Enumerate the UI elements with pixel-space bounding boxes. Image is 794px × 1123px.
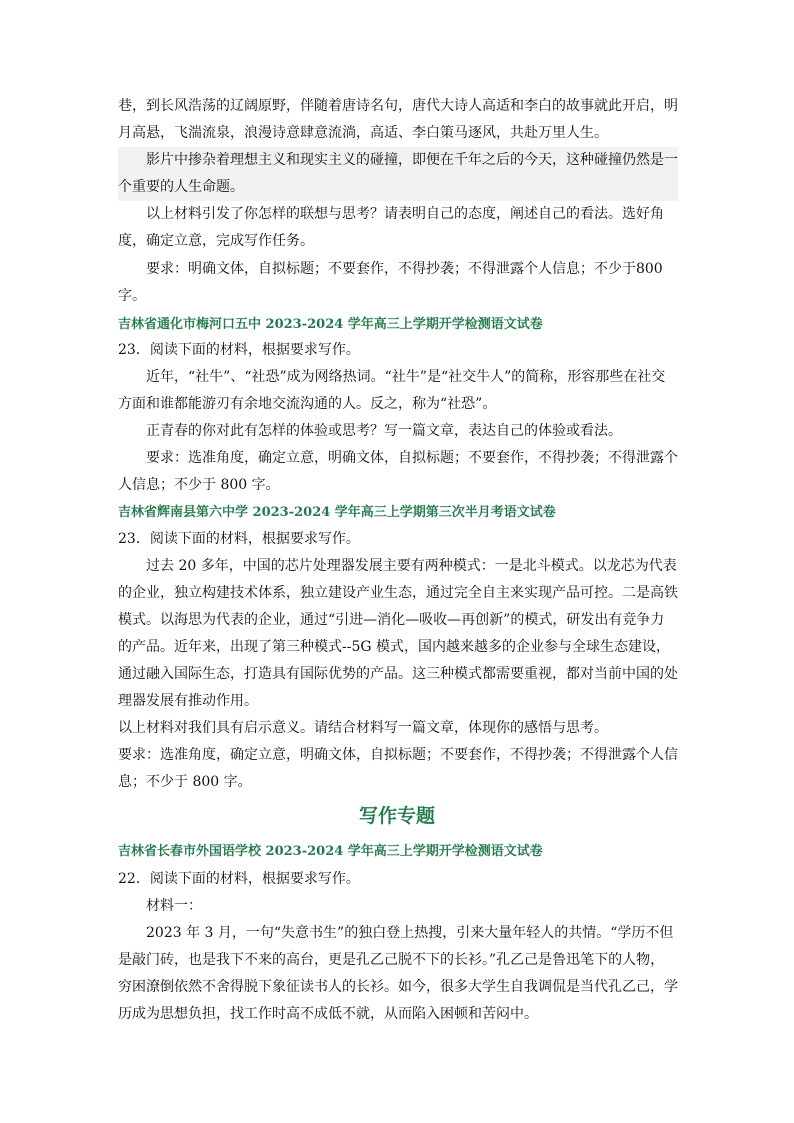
paragraph-prompt: 正青春的你对此有怎样的体验或思考？写一篇文章，表达自己的体验或看法。 <box>118 423 622 439</box>
paragraph-film-theme: 影片中掺杂着理想主义和现实主义的碰撞，即便在千年之后的今天，这种碰撞仍然是一个重要的人生命题。 <box>118 147 678 201</box>
question-number-3: 22．阅读下面的材料，根据要求写作。 <box>118 871 360 887</box>
paragraph-prompt: 以上材料对我们具有启示意义。请结合材料写一篇文章，体现你的感悟与思考。 <box>118 720 608 736</box>
source-heading-1: 吉林省通化市梅河口五中 2023-2024 学年高三上学期开学检测语文试卷 <box>118 317 543 332</box>
question-number-2: 23．阅读下面的材料，根据要求写作。 <box>118 531 360 547</box>
source-heading-3: 吉林省长春市外国语学校 2023-2024 学年高三上学期开学检测语文试卷 <box>118 844 543 859</box>
paragraph-requirements: 要求：明确文体，自拟标题；不要套作，不得抄袭；不得泄露个人信息；不少于800字。 <box>118 261 663 304</box>
paragraph-requirements: 要求：选准角度，确定立意，明确文体，自拟标题；不要套作，不得抄袭；不得泄露个人信息；不少于 800 字。 <box>118 747 678 790</box>
material-paragraph: 2023 年 3 月，一句“失意书生”的独白登上热搜，引来大量年轻人的共情。“学历不但是敲门砖，也是我下不来的高台，更是孔乙己脱不下的长衫。”孔乙己是鲁迅笔下的人物，穷困潦倒依然不舍得脱下象征读书人的长衫。如今，很多大学生自我调侃是当代孔乙己，学历成为思想负担，找工作时高不成低不就，从而陷入困顿和苦闷中。 <box>118 925 678 1022</box>
paragraph-task: 以上材料引发了你怎样的联想与思考？请表明自己的态度，阐述自己的看法。选好角度，确定立意，完成写作任务。 <box>118 206 664 249</box>
paragraph-requirements: 要求：选准角度，确定立意，明确文体，自拟标题；不要套作，不得抄袭；不得泄露个人信息；不少于 800 字。 <box>118 450 678 493</box>
material-paragraph: 近年，“社牛”、“社恐”成为网络热词。“社牛”是“社交牛人”的简称，形容那些在社交方面和谁都能游刃有余地交流沟通的人。反之，称为“社恐”。 <box>118 369 666 412</box>
material-paragraph: 过去 20 多年，中国的芯片处理器发展主要有两种模式：一是北斗模式。以龙芯为代表的企业，独立构建技术体系，独立建设产业生态，通过完全自主来实现产品可控。二是高铁模式。以海思为代表的企业，通过“引进—消化—吸收—再创新”的模式，研发出有竞争力的产品。近年来，出现了第三种模式--5G 模式，国内越来越多的企业参与全球生态建设，通过融入国际生态，打造具有国际优势的产品。这三种模式都需要重视，都对当前中国的处理器发展有推动作用。 <box>118 558 678 709</box>
paragraph-film-intro: 巷，到长风浩荡的辽阔原野，伴随着唐诗名句，唐代大诗人高适和李白的故事就此开启，明月高悬，飞湍流泉，浪漫诗意肆意流淌，高适、李白策马逐风，共赴万里人生。 <box>118 98 678 141</box>
question-number-1: 23．阅读下面的材料，根据要求写作。 <box>118 342 360 358</box>
material-label: 材料一： <box>118 898 202 914</box>
source-heading-2: 吉林省辉南县第六中学 2023-2024 学年高三上学期第三次半月考语文试卷 <box>118 505 556 520</box>
section-title: 写作专题 <box>358 805 435 827</box>
